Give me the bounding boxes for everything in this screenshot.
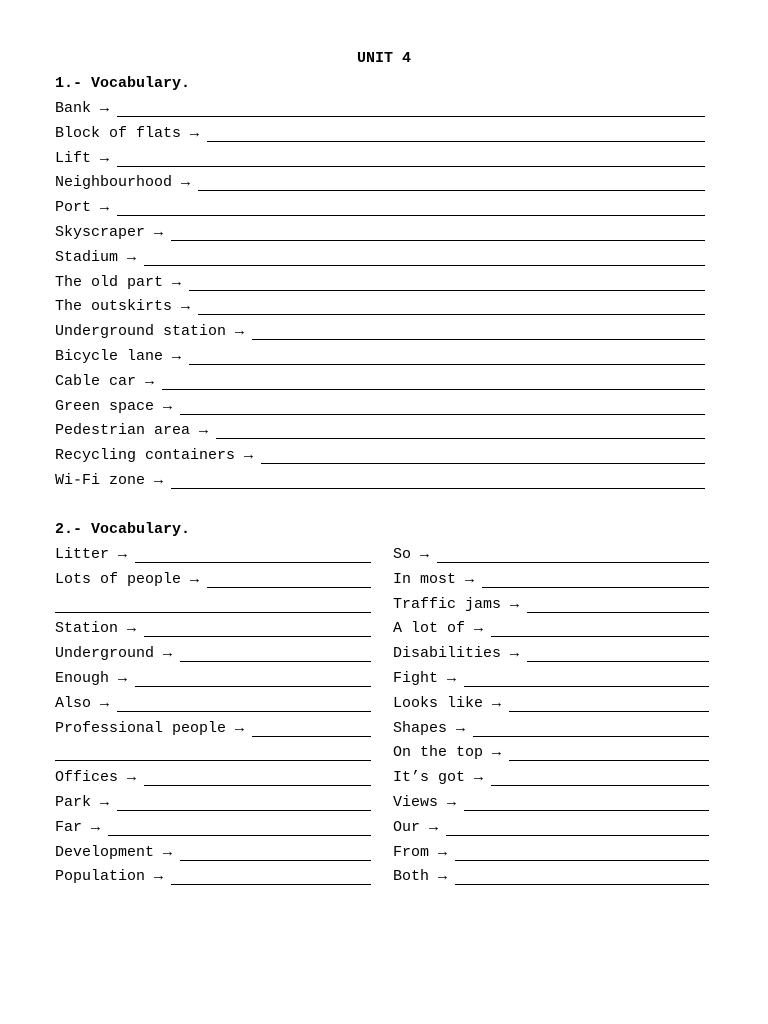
vocab-term: Port → [55, 199, 110, 217]
answer-blank[interactable] [180, 860, 371, 861]
answer-blank[interactable] [482, 587, 709, 588]
answer-blank[interactable] [446, 835, 709, 836]
vocab-row [55, 867, 371, 887]
vocab-term: Block of flats → [55, 124, 200, 142]
vocab-term: Enough → [55, 670, 128, 687]
vocab-term: Lots of people → [55, 570, 200, 588]
vocab-row [55, 471, 705, 491]
vocab-term: Views → [393, 794, 457, 811]
vocab-term: Station → [55, 620, 137, 638]
answer-blank[interactable] [455, 884, 709, 885]
vocab-term: Shapes → [393, 719, 466, 737]
answer-blank[interactable] [180, 414, 705, 415]
answer-blank[interactable] [189, 290, 705, 291]
answer-blank[interactable] [144, 636, 371, 637]
vocab-row [55, 124, 705, 144]
vocab-row [55, 397, 705, 417]
vocab-term: In most → [393, 570, 475, 588]
vocab-row [55, 818, 371, 838]
vocab-term: The outskirts → [55, 298, 191, 316]
vocab-term: So → [393, 546, 430, 563]
vocab-row [393, 669, 709, 689]
answer-blank[interactable] [437, 562, 709, 563]
answer-blank[interactable] [171, 488, 705, 489]
vocab-row [55, 595, 371, 615]
answer-blank[interactable] [144, 265, 705, 266]
answer-blank[interactable] [491, 636, 709, 637]
vocab-row [55, 198, 705, 218]
vocab-term: Offices → [55, 769, 137, 787]
vocab-row [55, 273, 705, 293]
vocab-term: Professional people → [55, 719, 245, 737]
answer-blank[interactable] [455, 860, 709, 861]
vocab-term: Traffic jams → [393, 595, 520, 613]
vocab-row [55, 768, 371, 788]
vocab-row [393, 570, 709, 590]
vocab-term: Population → [55, 868, 164, 886]
vocab-term: Underground station → [55, 323, 245, 341]
answer-blank[interactable] [108, 835, 371, 836]
answer-blank[interactable] [55, 612, 371, 613]
vocab-term: Stadium → [55, 248, 137, 266]
vocab-term: Far → [55, 818, 101, 836]
answer-blank[interactable] [117, 810, 371, 811]
vocab-row [393, 644, 709, 664]
vocab-term: Also → [55, 694, 110, 712]
vocab-row [55, 223, 705, 243]
vocab-term: Our → [393, 818, 439, 836]
vocab-term: From → [393, 843, 448, 861]
vocab-term: Skyscraper → [55, 224, 164, 241]
vocab-row [55, 99, 705, 119]
vocab-term: Green space → [55, 397, 173, 415]
vocab-term: It’s got → [393, 769, 484, 787]
answer-blank[interactable] [117, 166, 705, 167]
answer-blank[interactable] [117, 116, 705, 117]
answer-blank[interactable] [198, 190, 705, 191]
vocab-term: Underground → [55, 645, 173, 663]
vocab-row [393, 545, 709, 565]
vocab-row [55, 297, 705, 317]
answer-blank[interactable] [207, 587, 371, 588]
vocab-row [393, 867, 709, 887]
answer-blank[interactable] [527, 661, 709, 662]
vocab-term: Cable car → [55, 372, 155, 390]
answer-blank[interactable] [464, 810, 709, 811]
vocab-row [55, 719, 371, 739]
vocab-term: On the top → [393, 744, 502, 762]
answer-blank[interactable] [207, 141, 705, 142]
answer-blank[interactable] [252, 339, 705, 340]
section2-heading: 2.- Vocabulary. [55, 521, 191, 538]
vocab-row [393, 619, 709, 639]
vocab-row [55, 619, 371, 639]
vocab-row [393, 694, 709, 714]
vocab-term: Bicycle lane → [55, 348, 182, 365]
answer-blank[interactable] [491, 785, 709, 786]
answer-blank[interactable] [527, 612, 709, 613]
vocab-term: Neighbourhood → [55, 174, 191, 192]
vocab-row [55, 743, 371, 763]
vocab-row [55, 248, 705, 268]
answer-blank[interactable] [509, 711, 709, 712]
answer-blank[interactable] [162, 389, 705, 390]
vocab-row [393, 768, 709, 788]
vocab-row [55, 173, 705, 193]
vocab-term: Both → [393, 868, 448, 886]
answer-blank[interactable] [171, 884, 371, 885]
answer-blank[interactable] [135, 562, 371, 563]
vocab-row [55, 149, 705, 169]
vocab-term: The old part → [55, 273, 182, 291]
answer-blank[interactable] [55, 760, 371, 761]
vocab-row [393, 793, 709, 813]
vocab-row [55, 570, 371, 590]
vocab-term: Recycling containers → [55, 447, 254, 465]
section1-heading: 1.- Vocabulary. [55, 75, 191, 92]
vocab-row [55, 669, 371, 689]
vocab-term: Development → [55, 843, 173, 861]
answer-blank[interactable] [117, 711, 371, 712]
answer-blank[interactable] [473, 736, 709, 737]
vocab-term: Park → [55, 794, 110, 811]
answer-blank[interactable] [216, 438, 705, 439]
answer-blank[interactable] [261, 463, 705, 464]
vocab-row [55, 446, 705, 466]
vocab-row [393, 595, 709, 615]
vocab-term: A lot of → [393, 620, 484, 638]
vocab-row [55, 545, 371, 565]
vocab-row [393, 843, 709, 863]
answer-blank[interactable] [117, 215, 705, 216]
vocab-term: Pedestrian area → [55, 422, 209, 440]
vocab-row [55, 694, 371, 714]
answer-blank[interactable] [144, 785, 371, 786]
vocab-term: Bank → [55, 100, 110, 117]
vocab-term: Wi-Fi zone → [55, 472, 164, 489]
answer-blank[interactable] [189, 364, 705, 365]
vocab-row [55, 372, 705, 392]
vocab-row [55, 644, 371, 664]
vocab-term: Fight → [393, 670, 457, 687]
page-title: UNIT 4 [356, 50, 411, 67]
vocab-row [55, 322, 705, 342]
vocab-row [55, 843, 371, 863]
answer-blank[interactable] [198, 314, 705, 315]
vocab-row [393, 818, 709, 838]
answer-blank[interactable] [252, 736, 371, 737]
vocab-row [55, 421, 705, 441]
vocab-term: Lift → [55, 149, 110, 167]
answer-blank[interactable] [180, 661, 371, 662]
answer-blank[interactable] [171, 240, 705, 241]
vocab-row [55, 793, 371, 813]
vocab-row [393, 743, 709, 763]
answer-blank[interactable] [135, 686, 371, 687]
vocab-row [55, 347, 705, 367]
answer-blank[interactable] [464, 686, 709, 687]
answer-blank[interactable] [509, 760, 709, 761]
vocab-term: Disabilities → [393, 645, 520, 663]
vocab-term: Litter → [55, 546, 128, 563]
vocab-term: Looks like → [393, 694, 502, 712]
vocab-row [393, 719, 709, 739]
